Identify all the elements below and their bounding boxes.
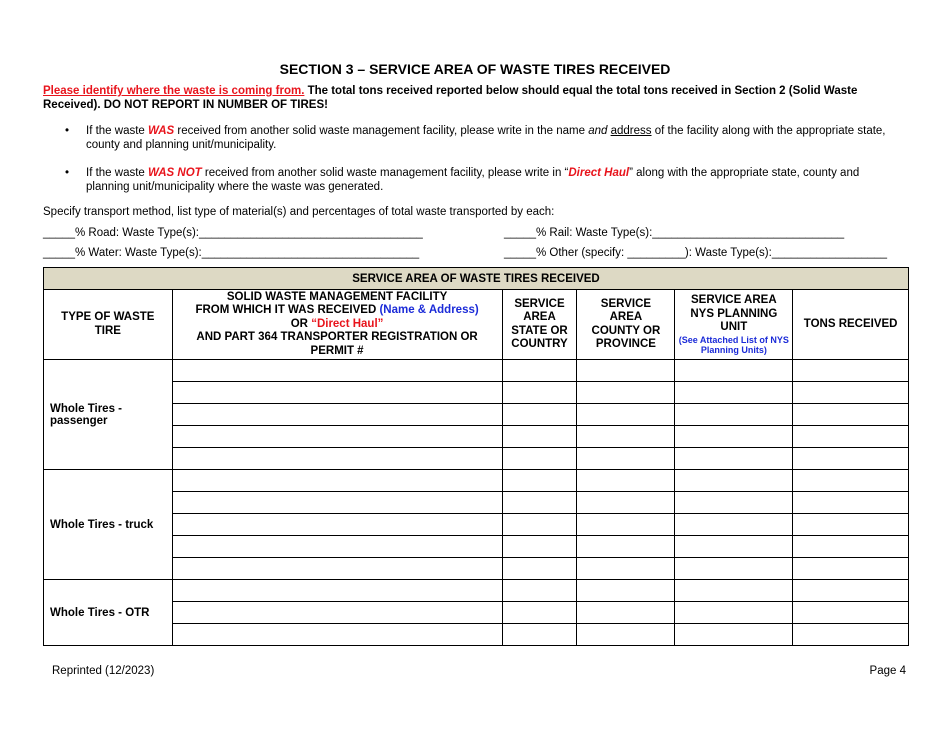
footer-reprinted: Reprinted (12/2023) xyxy=(52,665,155,677)
col-header-tons: TONS RECEIVED xyxy=(793,290,909,360)
state-cell[interactable] xyxy=(502,426,577,448)
nys-cell[interactable] xyxy=(675,448,793,470)
county-cell[interactable] xyxy=(577,382,675,404)
facility-line-2: FROM WHICH IT WAS RECEIVED xyxy=(195,304,380,317)
facility-cell[interactable] xyxy=(172,426,502,448)
table-row xyxy=(44,602,909,624)
nys-cell[interactable] xyxy=(675,382,793,404)
county-cell[interactable] xyxy=(577,470,675,492)
facility-cell[interactable] xyxy=(172,404,502,426)
table-row xyxy=(44,404,909,426)
county-cell[interactable] xyxy=(577,624,675,646)
facility-cell[interactable] xyxy=(172,448,502,470)
rail-transport-line[interactable]: _____% Rail: Waste Type(s):______________________________ xyxy=(504,227,845,239)
state-cell[interactable] xyxy=(502,602,577,624)
tons-cell[interactable] xyxy=(793,536,909,558)
category-truck: Whole Tires - truck xyxy=(44,470,173,580)
table-row xyxy=(44,536,909,558)
table-banner: SERVICE AREA OF WASTE TIRES RECEIVED xyxy=(44,268,909,290)
bullet-direct-haul: Direct Haul xyxy=(568,167,630,179)
road-transport-line[interactable]: _____% Road: Waste Type(s):___________________________________ xyxy=(43,227,423,239)
table-row xyxy=(44,382,909,404)
facility-cell[interactable] xyxy=(172,492,502,514)
category-passenger: Whole Tires - passenger xyxy=(44,360,173,470)
nys-cell[interactable] xyxy=(675,426,793,448)
nys-cell[interactable] xyxy=(675,602,793,624)
tons-cell[interactable] xyxy=(793,558,909,580)
footer-page-number: Page 4 xyxy=(869,665,906,677)
bullet-text: received from another solid waste management facility, please write in “ xyxy=(201,167,569,179)
water-transport-line[interactable]: _____% Water: Waste Type(s):__________________________________ xyxy=(43,247,420,259)
table-row xyxy=(44,448,909,470)
table-row xyxy=(44,470,909,492)
facility-name-address: (Name & Address) xyxy=(379,304,479,317)
facility-cell[interactable] xyxy=(172,536,502,558)
state-cell[interactable] xyxy=(502,360,577,382)
state-cell[interactable] xyxy=(502,382,577,404)
intro-rest-text: The total tons received reported below should equal the total tons received in Section 2 (Solid Waste Received). DO NOT REPORT IN NUMBER OF TIRES! xyxy=(43,85,858,111)
state-cell[interactable] xyxy=(502,580,577,602)
bullet-text: ” along with the appropriate state, county and planning unit/municipality where the waste was generated. xyxy=(86,167,860,193)
tons-cell[interactable] xyxy=(793,624,909,646)
nys-cell[interactable] xyxy=(675,514,793,536)
bullet-text: If the waste xyxy=(86,125,149,137)
nys-cell[interactable] xyxy=(675,470,793,492)
table-row xyxy=(44,360,909,382)
facility-direct-haul: “Direct Haul” xyxy=(311,317,384,330)
category-otr: Whole Tires - OTR xyxy=(44,580,173,646)
tons-cell[interactable] xyxy=(793,426,909,448)
section-title: SECTION 3 – SERVICE AREA OF WASTE TIRES RECEIVED xyxy=(279,61,671,77)
tons-cell[interactable] xyxy=(793,448,909,470)
facility-cell[interactable] xyxy=(172,602,502,624)
county-cell[interactable] xyxy=(577,492,675,514)
other-transport-line[interactable]: _____% Other (specify: _________): Waste Type(s):__________________ xyxy=(504,247,887,259)
state-cell[interactable] xyxy=(502,514,577,536)
nys-cell[interactable] xyxy=(675,580,793,602)
nys-cell[interactable] xyxy=(675,558,793,580)
county-cell[interactable] xyxy=(577,426,675,448)
nys-cell[interactable] xyxy=(675,624,793,646)
col-header-state: SERVICE AREA STATE OR COUNTRY xyxy=(502,290,577,360)
bullet-text: If the waste xyxy=(86,167,149,179)
bullet-emphasis: WAS NOT xyxy=(148,167,202,179)
tons-cell[interactable] xyxy=(793,360,909,382)
tons-cell[interactable] xyxy=(793,404,909,426)
intro-red-text: Please identify where the waste is coming from. xyxy=(43,85,305,97)
bullet-text: received from another solid waste management facility, please write in the name xyxy=(174,125,589,137)
col-header-type: TYPE OF WASTE TIRE xyxy=(44,290,173,360)
nys-cell[interactable] xyxy=(675,404,793,426)
table-row xyxy=(44,624,909,646)
state-cell[interactable] xyxy=(502,404,577,426)
table-row xyxy=(44,580,909,602)
facility-line-3: OR xyxy=(290,317,312,330)
bullet-dot: • xyxy=(65,167,70,179)
waste-tires-table xyxy=(43,267,909,646)
facility-cell[interactable] xyxy=(172,360,502,382)
state-cell[interactable] xyxy=(502,558,577,580)
county-cell[interactable] xyxy=(577,448,675,470)
col-header-county: SERVICE AREA COUNTY OR PROVINCE xyxy=(577,290,675,360)
state-cell[interactable] xyxy=(502,448,577,470)
facility-cell[interactable] xyxy=(172,382,502,404)
nys-cell[interactable] xyxy=(675,536,793,558)
tons-cell[interactable] xyxy=(793,492,909,514)
transport-instruction: Specify transport method, list type of material(s) and percentages of total waste transported by each: xyxy=(43,206,555,218)
county-cell[interactable] xyxy=(577,580,675,602)
facility-cell[interactable] xyxy=(172,514,502,536)
col-header-nys xyxy=(675,290,793,360)
county-cell[interactable] xyxy=(577,536,675,558)
county-cell[interactable] xyxy=(577,558,675,580)
col-header-facility xyxy=(172,290,502,360)
tons-cell[interactable] xyxy=(793,602,909,624)
tons-cell[interactable] xyxy=(793,382,909,404)
table-row xyxy=(44,558,909,580)
table-row xyxy=(44,492,909,514)
bullet-underline: address xyxy=(610,125,652,137)
facility-line-1: SOLID WASTE MANAGEMENT FACILITY xyxy=(226,290,448,303)
state-cell[interactable] xyxy=(502,492,577,514)
table-row xyxy=(44,426,909,448)
intro-instructions xyxy=(43,84,903,112)
nys-header-text: SERVICE AREA NYS PLANNING UNIT xyxy=(690,294,778,334)
facility-cell[interactable] xyxy=(172,558,502,580)
nys-cell[interactable] xyxy=(675,360,793,382)
tons-cell[interactable] xyxy=(793,514,909,536)
facility-cell[interactable] xyxy=(172,470,502,492)
state-cell[interactable] xyxy=(502,536,577,558)
tons-cell[interactable] xyxy=(793,580,909,602)
county-cell[interactable] xyxy=(577,360,675,382)
bullet-italic: and xyxy=(588,125,608,137)
nys-cell[interactable] xyxy=(675,492,793,514)
facility-cell[interactable] xyxy=(172,580,502,602)
state-cell[interactable] xyxy=(502,470,577,492)
nys-header-note: (See Attached List of NYS Planning Units) xyxy=(678,334,789,355)
facility-cell[interactable] xyxy=(172,624,502,646)
county-cell[interactable] xyxy=(577,514,675,536)
table-row xyxy=(44,514,909,536)
bullet-emphasis: WAS xyxy=(148,125,175,137)
facility-line-4: AND PART 364 TRANSPORTER REGISTRATION OR PERMIT # xyxy=(196,331,478,357)
county-cell[interactable] xyxy=(577,404,675,426)
tons-cell[interactable] xyxy=(793,470,909,492)
bullet-text: of the facility along with the appropriate state, county and planning unit/municipality. xyxy=(86,125,886,151)
state-cell[interactable] xyxy=(502,624,577,646)
county-cell[interactable] xyxy=(577,602,675,624)
bullet-dot: • xyxy=(65,125,70,137)
